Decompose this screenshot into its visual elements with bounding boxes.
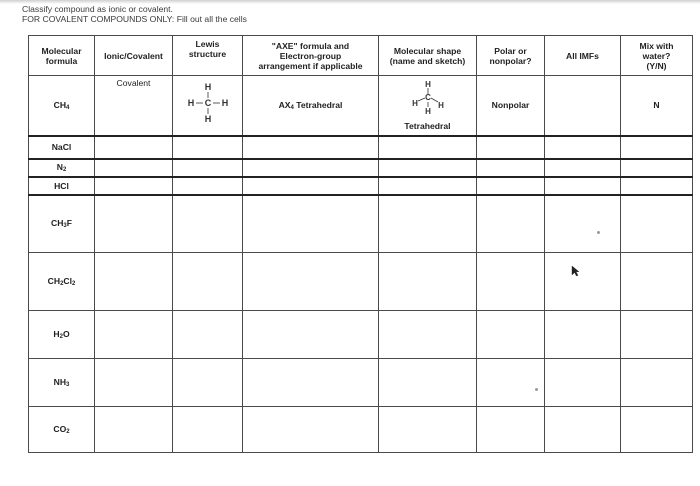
lewis-structure-cell[interactable] [173,407,243,453]
table-row [29,136,693,159]
formula-subscript: 2 [72,281,76,287]
formula-cell [29,195,95,253]
mix-water-cell[interactable] [621,407,693,453]
axe-cell[interactable] [243,195,379,253]
formula-cell [29,136,95,159]
lewis-atom: H [204,114,211,125]
header-text: (Y/N) [646,60,667,71]
header-ionic-covalent: Ionic/Covalent [95,36,173,76]
molecular-shape-cell[interactable] [379,159,477,177]
ionic-covalent-cell[interactable] [95,195,173,253]
header-molecular-formula [29,36,95,76]
imf-cell[interactable] [545,311,621,359]
header-text: Electron-group [279,50,342,61]
header-text: structure [188,49,227,59]
molecular-shape-cell[interactable] [379,136,477,159]
header-molecular-shape [379,36,477,76]
shape-atom: H [411,99,418,109]
formula-cell [29,159,95,177]
imf-cell[interactable] [545,76,621,136]
shape-atom: C [424,93,431,103]
polar-cell[interactable] [477,159,545,177]
axe-cell[interactable] [243,136,379,159]
mix-water-cell[interactable] [621,311,693,359]
instruction-line-1: Classify compound as ionic or covalent. [22,4,173,14]
axe-cell[interactable] [243,359,379,407]
axe-geometry: Tetrahedral [293,99,343,110]
table-row [29,76,693,136]
axe-cell[interactable] [243,76,379,136]
formula-subscript: 2 [66,429,70,435]
table-row [29,159,693,177]
formula-text: CH [50,218,64,229]
polar-cell[interactable]: Nonpolar [477,76,545,136]
lewis-structure-cell[interactable] [173,195,243,253]
imf-cell[interactable] [545,195,621,253]
axe-cell[interactable] [243,253,379,311]
table-row [29,253,693,311]
shape-atom: H [437,101,444,111]
polar-cell[interactable] [477,359,545,407]
worksheet-instructions [22,4,247,24]
ionic-covalent-cell[interactable] [95,159,173,177]
axe-cell[interactable] [243,407,379,453]
axe-cell[interactable] [243,177,379,195]
header-axe-formula [243,36,379,76]
ionic-covalent-cell[interactable] [95,253,173,311]
formula-text: NaCl [51,142,72,152]
header-text: nonpolar? [489,55,532,66]
header-text: formula [45,55,78,66]
table-row [29,195,693,253]
formula-text: NH [53,377,67,387]
lewis-atom: H [221,98,228,109]
molecular-shape-cell[interactable] [379,311,477,359]
mix-water-cell[interactable] [621,177,693,195]
formula-cell [29,407,95,453]
header-text: Lewis [195,39,220,49]
lewis-atom: C [204,98,211,109]
mix-water-cell[interactable] [621,253,693,311]
header-text: (name and sketch) [389,55,466,66]
polar-cell[interactable] [477,311,545,359]
imf-cell[interactable] [545,136,621,159]
lewis-structure-cell[interactable] [173,136,243,159]
tetrahedral-sketch [406,79,450,119]
lewis-atom: H [204,82,211,93]
header-text: Mix with [639,40,674,51]
imf-cell[interactable] [545,177,621,195]
lewis-structure-drawing [183,78,233,132]
table-row [29,311,693,359]
paper-speck [535,388,538,391]
imf-cell[interactable] [545,253,621,311]
molecular-shape-cell[interactable] [379,359,477,407]
molecular-shape-cell[interactable] [379,76,477,136]
ionic-covalent-cell[interactable] [95,311,173,359]
formula-subscript: 2 [60,281,64,287]
mix-water-cell[interactable] [621,195,693,253]
formula-cell [29,253,95,311]
formula-cell [29,177,95,195]
axe-text: AX [278,99,291,110]
header-row [29,36,693,76]
lewis-atom: H [187,98,194,109]
axe-cell[interactable] [243,311,379,359]
mix-water-cell[interactable] [621,136,693,159]
header-text: Polar or [494,45,527,56]
header-text: water? [642,50,671,61]
formula-tail: Cl [63,276,72,286]
mix-water-cell[interactable] [621,159,693,177]
shape-atom: H [424,80,431,90]
formula-tail: O [62,329,70,339]
formula-text: CO [53,424,67,434]
polar-cell[interactable] [477,177,545,195]
axe-subscript: 4 [290,104,294,111]
ionic-covalent-cell[interactable] [95,407,173,453]
table-row [29,359,693,407]
formula-subscript: 4 [66,104,70,111]
lewis-structure-cell[interactable] [173,76,243,136]
axe-cell[interactable] [243,159,379,177]
paper-speck [597,231,600,234]
ionic-covalent-cell[interactable] [95,359,173,407]
shape-name: Tetrahedral [404,121,451,132]
lewis-structure-cell[interactable] [173,253,243,311]
ionic-covalent-cell[interactable] [95,177,173,195]
lewis-structure-cell[interactable] [173,359,243,407]
mix-water-cell[interactable] [621,359,693,407]
header-text: arrangement if applicable [258,60,363,71]
ionic-covalent-cell[interactable] [95,136,173,159]
formula-text: H [53,329,60,339]
instruction-line-2: FOR COVALENT COMPOUNDS ONLY: Fill out all the cells [22,14,247,24]
imf-cell[interactable] [545,407,621,453]
formula-subscript: 3 [63,223,67,230]
imf-cell[interactable] [545,159,621,177]
molecular-shape-cell[interactable] [379,407,477,453]
formula-text: HCl [54,180,69,191]
lewis-structure-cell[interactable] [173,311,243,359]
polar-cell[interactable] [477,407,545,453]
polar-cell[interactable] [477,195,545,253]
formula-cell [29,76,95,136]
header-polar-nonpolar [477,36,545,76]
formula-subscript: 3 [66,382,70,388]
header-mix-with-water [621,36,693,76]
header-lewis-structure [173,36,243,76]
formula-subscript: 2 [59,334,63,340]
header-text: "AXE" formula and [271,40,350,51]
polar-cell[interactable] [477,253,545,311]
mix-water-cell[interactable]: N [621,76,693,136]
lewis-structure-cell[interactable] [173,159,243,177]
compound-classification-table [28,35,693,453]
ionic-covalent-cell[interactable]: Covalent [95,76,173,136]
formula-tail: F [66,218,72,229]
molecular-shape-cell[interactable] [379,195,477,253]
formula-text: CH [47,276,61,286]
header-text: Molecular [41,45,82,56]
molecular-shape-cell[interactable] [379,177,477,195]
formula-text: CH [53,99,67,110]
shape-atom: H [424,107,431,117]
formula-text: N [56,162,63,172]
lewis-structure-cell[interactable] [173,177,243,195]
polar-cell[interactable] [477,136,545,159]
header-text: Molecular shape [393,45,462,56]
table-row [29,177,693,195]
table-row [29,407,693,453]
molecular-shape-cell[interactable] [379,253,477,311]
mouse-cursor-icon [571,265,580,277]
formula-cell [29,311,95,359]
formula-subscript: 2 [62,167,67,173]
formula-cell [29,359,95,407]
imf-cell[interactable] [545,359,621,407]
header-all-imfs: All IMFs [545,36,621,76]
